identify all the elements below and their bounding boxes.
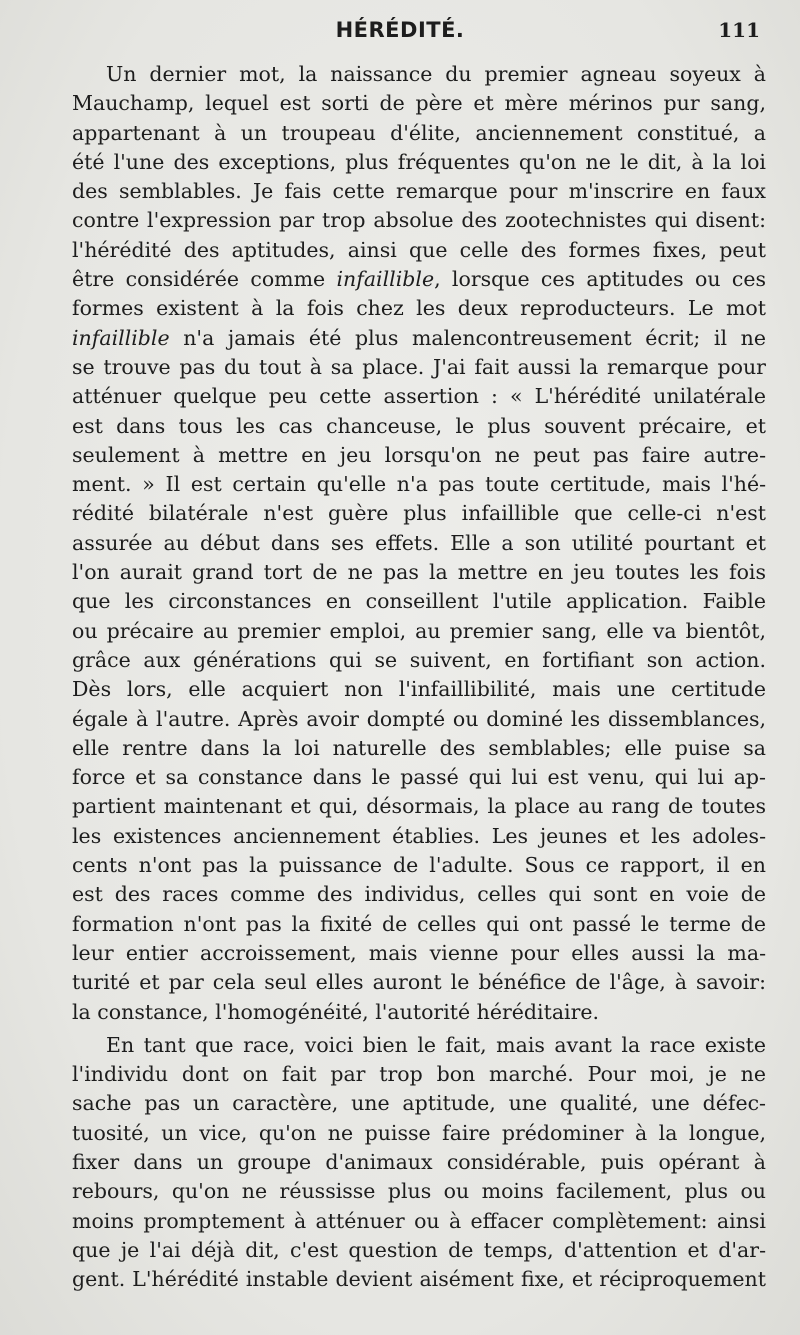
- page-number: 111: [718, 18, 760, 42]
- text-line: fixer dans un groupe d'animaux considérable, puis opérant à: [72, 1149, 766, 1174]
- text-line: sache pas un caractère, une aptitude, une qualité, une défec-: [72, 1091, 766, 1116]
- text-line: ou précaire au premier emploi, au premier sang, elle va bientôt,: [72, 618, 766, 643]
- text-line: formation n'ont pas la fixité de celles qui ont passé le terme de: [72, 911, 766, 936]
- text-line: rédité bilatérale n'est guère plus infaillible que celle-ci n'est: [72, 501, 766, 526]
- running-title: HÉRÉDITÉ.: [335, 18, 465, 42]
- text-line: tuosité, un vice, qu'on ne puisse faire prédominer à la longue,: [72, 1120, 766, 1145]
- text-line: que les circonstances en conseillent l'utile application. Faible: [72, 589, 766, 614]
- text-line: que je l'ai déjà dit, c'est question de temps, d'attention et d'ar-: [72, 1237, 766, 1262]
- text-line: Mauchamp, lequel est sorti de père et mère mérinos pur sang,: [72, 91, 766, 116]
- page-header: [0, 18, 800, 48]
- text-line: Un dernier mot, la naissance du premier agneau soyeux à: [106, 62, 766, 86]
- text-line: est dans tous les cas chanceuse, le plus souvent précaire, et: [72, 413, 766, 438]
- text-line: est des races comme des individus, celles qui sont en voie de: [72, 882, 766, 907]
- text-line: Dès lors, elle acquiert non l'infaillibilité, mais une certitude: [72, 677, 766, 702]
- text-line: contre l'expression par trop absolue des zootechnistes qui disent:: [72, 208, 766, 233]
- text-line: des semblables. Je fais cette remarque pour m'inscrire en faux: [72, 179, 766, 204]
- text-line: cents n'ont pas la puissance de l'adulte. Sous ce rapport, il en: [72, 853, 766, 878]
- body-text: [72, 60, 766, 1294]
- text-line: l'on aurait grand tort de ne pas la mettre en jeu toutes les fois: [72, 560, 766, 585]
- text-line: partient maintenant et qui, désormais, la place au rang de toutes: [72, 794, 766, 819]
- text-line: égale à l'autre. Après avoir dompté ou dominé les dissemblances,: [72, 706, 766, 731]
- text-line: atténuer quelque peu cette assertion : « L'hérédité unilatérale: [72, 384, 766, 409]
- text-line: les existences anciennement établies. Les jeunes et les adoles-: [72, 823, 766, 848]
- paragraph-2: [72, 1031, 766, 1295]
- text-line: moins promptement à atténuer ou à effacer complètement: ainsi: [72, 1208, 766, 1233]
- text-line: ment. » Il est certain qu'elle n'a pas toute certitude, mais l'hé-: [72, 472, 766, 497]
- text-line: rebours, qu'on ne réussisse plus ou moins facilement, plus ou: [72, 1179, 766, 1204]
- text-line: l'hérédité des aptitudes, ainsi que celle des formes fixes, peut: [72, 237, 766, 262]
- text-line: été l'une des exceptions, plus fréquentes qu'on ne le dit, à la loi: [72, 149, 766, 174]
- text-line: gent. L'hérédité instable devient aisément fixe, et réciproquement: [72, 1267, 766, 1292]
- text-line: turité et par cela seul elles auront le bénéfice de l'âge, à savoir:: [72, 970, 766, 995]
- text-line: appartenant à un troupeau d'élite, anciennement constitué, a: [72, 120, 766, 145]
- text-line: force et sa constance dans le passé qui lui est venu, qui lui ap-: [72, 765, 766, 790]
- text-line: En tant que race, voici bien le fait, mais avant la race existe: [106, 1032, 766, 1057]
- text-line: leur entier accroissement, mais vienne pour elles aussi la ma-: [72, 940, 766, 965]
- text-line: la constance, l'homogénéité, l'autorité héréditaire.: [72, 999, 600, 1024]
- text-line: l'individu dont on fait par trop bon marché. Pour moi, je ne: [72, 1062, 766, 1087]
- text-line: assurée au début dans ses effets. Elle a son utilité pourtant et: [72, 530, 766, 555]
- paragraph-1: [72, 60, 766, 1027]
- text-line: être considérée comme infaillible, lorsque ces aptitudes ou ces: [72, 267, 766, 292]
- text-line: grâce aux générations qui se suivent, en fortifiant son action.: [72, 647, 766, 672]
- text-line: seulement à mettre en jeu lorsqu'on ne peut pas faire autre-: [72, 442, 766, 467]
- text-line: infaillible n'a jamais été plus malencontreusement écrit; il ne: [72, 325, 766, 350]
- text-line: se trouve pas du tout à sa place. J'ai fait aussi la remarque pour: [72, 354, 766, 379]
- text-line: formes existent à la fois chez les deux reproducteurs. Le mot: [72, 296, 766, 321]
- text-line: elle rentre dans la loi naturelle des semblables; elle puise sa: [72, 735, 766, 760]
